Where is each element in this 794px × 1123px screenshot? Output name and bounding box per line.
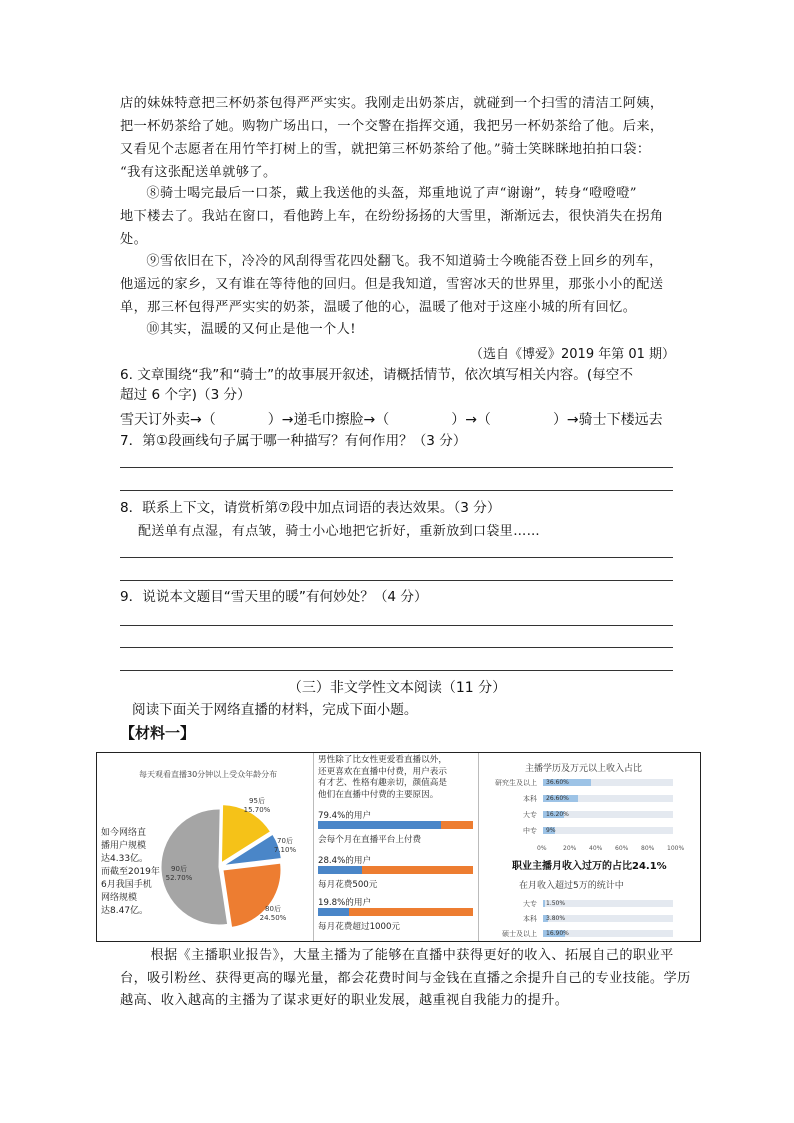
infographic (96, 752, 701, 942)
payment-bar (318, 866, 473, 874)
material-conclusion: 根据《主播职业报告》，大量主播为了能够在直播中获得更好的收入、拓展自己的职业平台，吸引粉丝、获得更高的曝光量，都会花费时间与金钱在直播之余提升自己的专业技能。学历越高、收入越高的主播为了谋求更好的职业发展，越重视自我能力的提升。 (120, 948, 691, 1008)
question-9: 9．说说本文题目“雪天里的暖”有何妙处？（4 分） (120, 589, 428, 605)
payment-bar (318, 908, 473, 916)
text-line: 他遥远的家乡，又有谁在等待他的回归。但是我知道，雪窖冰天的世界里，那张小小的配送 (120, 277, 664, 292)
text-line: “我有这张配送单就够了。 (120, 165, 277, 180)
pie-label: 95后 15.70% (243, 797, 271, 814)
text-line: 又看见个志愿者在用竹竿打树上的雪，就把第三杯奶茶给了他。”骑士笑眯眯地拍拍口袋： (120, 142, 651, 157)
bar-label: 中专 (523, 827, 537, 835)
education-panel (479, 753, 700, 941)
payment-panel (314, 753, 479, 941)
text-line: 单，那三杯包得严严实实的奶茶，温暖了他的心，温暖了他对于这座小城的所有回忆。 (120, 300, 637, 315)
text-line: 处。 (120, 232, 148, 247)
axis-tick: 20% (563, 845, 577, 852)
payment-caption: 79.4%的用户 (318, 811, 372, 821)
answer-line[interactable] (120, 467, 673, 468)
bar-label: 本科 (523, 795, 537, 803)
answer-line[interactable] (120, 670, 673, 671)
pie-label: 90后 52.70% (165, 865, 193, 882)
intro-line: 他们在直播中付费的主要原因。 (318, 789, 439, 800)
bar-label: 大专 (523, 900, 537, 908)
source-citation: （选自《博爱》2019 年第 01 期） (470, 347, 676, 362)
question-7: 7．第①段画线句子属于哪一种描写？有何作用？（3 分） (120, 433, 467, 449)
answer-line[interactable] (120, 625, 673, 626)
axis-tick: 60% (615, 845, 629, 852)
pie-chart (97, 753, 313, 941)
note-line: 网络规模 (101, 893, 138, 903)
intro-line: 有才艺、性格有趣亲切，颜值高是 (318, 778, 447, 788)
chain-mid-1: ）→递毛巾擦脸→（ (267, 412, 390, 428)
axis-tick: 0% (537, 845, 547, 852)
income-headline: 职业主播月收入过万的占比24.1% (512, 861, 667, 872)
chain-mid-2: ）→（ (451, 412, 491, 428)
payment-caption: 每月花费500元 (318, 880, 378, 890)
payment-intro (318, 755, 447, 801)
bar-value: 9% (546, 827, 556, 834)
text-line: 把一杯奶茶给了她。购物广场出口，一个交警在指挥交通，我把另一杯奶茶给了他。后来， (120, 119, 664, 134)
question-6-line: 6. 文章围绕“我”和“骑士”的故事展开叙述，请概括情节，依次填写相关内容。(每空不 (120, 367, 633, 383)
chain-start: 雪天订外卖→（ (120, 412, 216, 428)
story-paragraph-10: ⑩其实，温暖的又何止是他一个人! (146, 322, 356, 337)
answer-line[interactable] (120, 647, 673, 648)
note-line: 6月我国手机 (101, 880, 152, 890)
story-paragraph-9 (120, 250, 680, 319)
bar-label: 研究生及以上 (495, 779, 537, 787)
bar-value: 16.20% (546, 811, 569, 818)
section-title: （三）非文学性文本阅读（11 分） (287, 680, 507, 696)
story-paragraph-continued (120, 92, 680, 184)
payment-bar-fill (318, 908, 349, 916)
story-paragraph-8 (120, 182, 680, 251)
payment-caption: 每月花费超过1000元 (318, 922, 401, 932)
bar-value: 1.50% (546, 900, 566, 907)
text-line: ⑧骑士喝完最后一口茶，戴上我送他的头盔，郑重地说了声“谢谢”，转身“噔噔噔” (146, 186, 637, 201)
material-label: 【材料一】 (120, 724, 196, 742)
payment-caption: 28.4%的用户 (318, 856, 372, 866)
text-line: 地下楼去了。我站在窗口，看他跨上车，在纷纷扬扬的大雪里，渐渐远去，很快消失在拐角 (120, 209, 664, 224)
answer-line[interactable] (120, 580, 673, 581)
section-intro: 阅读下面关于网络直播的材料，完成下面小题。 (132, 702, 418, 718)
text-line: 店的妹妹特意把三杯奶茶包得严严实实。我刚走出奶茶店，就碰到一个扫雪的清洁工阿姨， (120, 96, 664, 111)
pie-title: 每天观看直播30分钟以上受众年龄分布 (139, 770, 278, 779)
question-6-line: 超过 6 个字)（3 分） (120, 387, 251, 403)
pie-label: 70后 7.10% (273, 837, 297, 854)
axis-tick: 100% (667, 845, 685, 852)
answer-line[interactable] (120, 490, 673, 491)
plot-chain (120, 410, 690, 430)
text-line: ⑨雪依旧在下，冷冷的风刮得雪花四处翻飞。我不知道骑士今晚能否登上回乡的列车， (146, 254, 663, 269)
question-8-quote: 配送单有点湿，有点皱，骑士小心地把它折好，重新放到口袋里…… (138, 524, 541, 539)
education-title: 主播学历及万元以上收入占比 (525, 764, 643, 774)
payment-bar-fill (318, 821, 441, 829)
bar-value: 16.90% (546, 930, 569, 937)
chain-end: ）→骑士下楼远去 (552, 412, 663, 428)
answer-line[interactable] (120, 557, 673, 558)
note-line: 达8.47亿。 (101, 906, 149, 916)
payment-caption: 19.8%的用户 (318, 898, 372, 908)
bar-label: 大专 (523, 811, 537, 819)
payment-caption: 会每个月在直播平台上付费 (318, 835, 422, 845)
pie-label: 80后 24.50% (259, 905, 287, 922)
note-line: 播用户规模 (101, 841, 147, 851)
bar-value: 26.60% (546, 795, 569, 802)
note-line: 而截至2019年 (101, 867, 160, 877)
bar-track (543, 827, 673, 834)
income-title: 在月收入超过5万的统计中 (519, 881, 624, 891)
bar-label: 本科 (523, 915, 537, 923)
pie-panel (97, 753, 314, 941)
bar-value: 36.60% (546, 779, 569, 786)
axis-tick: 40% (589, 845, 603, 852)
intro-line: 男性除了比女性更爱看直播以外， (318, 755, 447, 765)
question-8: 8．联系上下文，请赏析第⑦段中加点词语的表达效果。（3 分） (120, 500, 501, 516)
bar-label: 硕士及以上 (502, 930, 537, 938)
bar-fill (543, 900, 545, 907)
payment-bar-fill (318, 866, 362, 874)
bar-value: 3.80% (546, 915, 566, 922)
note-line: 如今网络直 (101, 828, 147, 838)
intro-line: 还更喜欢在直播中付费，用户表示 (318, 766, 447, 777)
axis-tick: 80% (641, 845, 655, 852)
payment-bar (318, 821, 473, 829)
question-6 (120, 365, 690, 405)
note-line: 达4.33亿。 (101, 854, 149, 864)
